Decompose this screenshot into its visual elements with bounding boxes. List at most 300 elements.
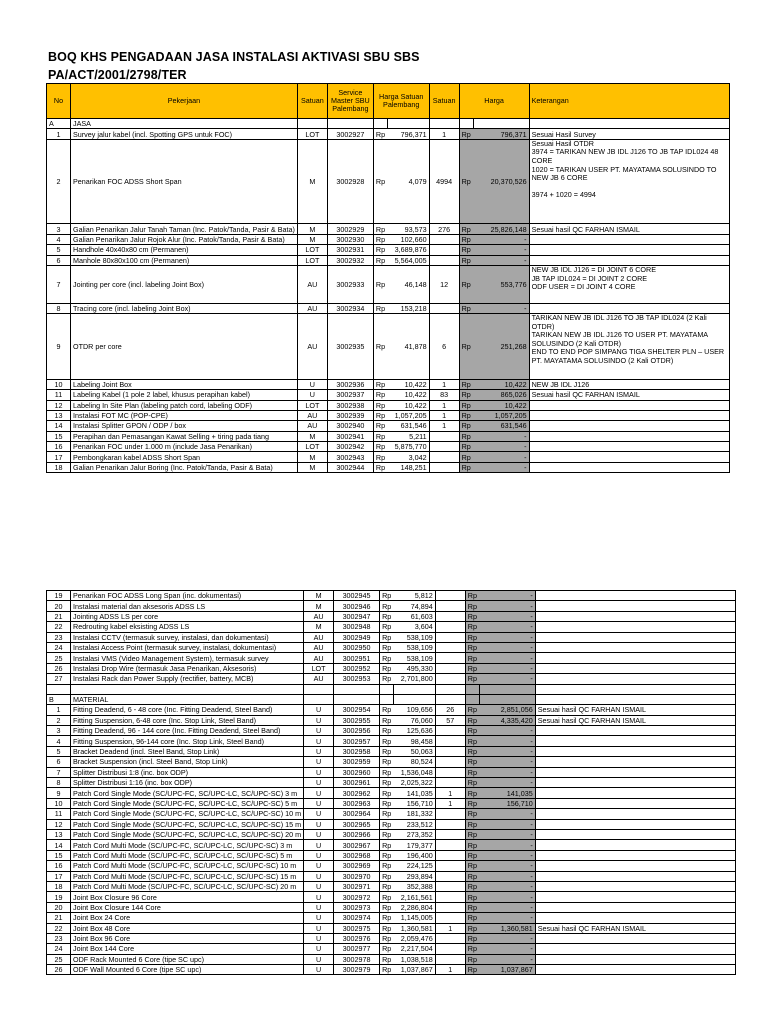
- currency-label: Rp: [373, 421, 387, 431]
- empty-cell: [435, 694, 465, 704]
- currency-label: Rp: [459, 442, 473, 452]
- currency-label: Rp: [459, 245, 473, 255]
- item-harga: 25,826,148: [473, 224, 529, 234]
- item-satuan: U: [304, 726, 334, 736]
- currency-label: Rp: [380, 632, 394, 642]
- empty-cell: [393, 694, 435, 704]
- item-no: 4: [47, 234, 71, 244]
- header-no: No: [47, 84, 71, 119]
- currency-label: Rp: [380, 715, 394, 725]
- item-harga: -: [479, 881, 535, 891]
- currency-label: Rp: [465, 632, 479, 642]
- item-qty: 1: [429, 379, 459, 389]
- currency-label: Rp: [380, 591, 394, 601]
- currency-label: Rp: [459, 265, 473, 303]
- item-no: 10: [47, 379, 71, 389]
- currency-label: Rp: [465, 871, 479, 881]
- table-row: [47, 674, 736, 684]
- table-row: [47, 452, 730, 462]
- item-keterangan: [529, 410, 729, 420]
- item-pekerjaan: Patch Cord Multi Mode (SC/UPC-FC, SC/UPC-LC, SC/UPC-SC) 10 m: [71, 861, 304, 871]
- item-harga-satuan: 233,512: [393, 819, 435, 829]
- item-no: 17: [47, 452, 71, 462]
- empty-cell: [429, 119, 459, 129]
- item-qty: [429, 452, 459, 462]
- item-harga: -: [479, 829, 535, 839]
- item-service-master: 3002962: [334, 788, 380, 798]
- currency-label: Rp: [459, 129, 473, 139]
- currency-label: Rp: [465, 829, 479, 839]
- currency-label: Rp: [380, 726, 394, 736]
- item-harga-satuan: 3,042: [387, 452, 429, 462]
- item-keterangan: Sesuai hasil QC FARHAN ISMAIL: [535, 705, 735, 715]
- table-row: [47, 798, 736, 808]
- item-qty: [435, 881, 465, 891]
- currency-label: Rp: [465, 601, 479, 611]
- empty-cell: [535, 684, 735, 694]
- item-pekerjaan: Bracket Deadend (incl. Steel Band, Stop Link): [71, 746, 304, 756]
- currency-label: Rp: [465, 653, 479, 663]
- currency-label: Rp: [465, 902, 479, 912]
- table-row: [47, 390, 730, 400]
- currency-label: Rp: [380, 954, 394, 964]
- item-pekerjaan: Instalasi Access Point (termasuk survey, instalasi, dokumentasi): [71, 642, 304, 652]
- item-pekerjaan: Bracket Suspension (incl. Steel Band, Stop Link): [71, 757, 304, 767]
- item-pekerjaan: Labeling Kabel (1 pole 2 label, khusus perapihan kabel): [71, 390, 298, 400]
- item-satuan: M: [297, 452, 327, 462]
- item-satuan: LOT: [304, 663, 334, 673]
- item-satuan: M: [297, 224, 327, 234]
- item-harga: 20,370,526: [473, 139, 529, 224]
- item-no: 2: [47, 139, 71, 224]
- item-harga-satuan: 181,332: [393, 809, 435, 819]
- item-keterangan: [535, 653, 735, 663]
- item-service-master: 3002977: [334, 944, 380, 954]
- currency-label: Rp: [465, 933, 479, 943]
- item-satuan: U: [304, 954, 334, 964]
- item-satuan: U: [304, 871, 334, 881]
- item-qty: [435, 944, 465, 954]
- item-no: 4: [47, 736, 71, 746]
- item-pekerjaan: Patch Cord Multi Mode (SC/UPC-FC, SC/UPC-LC, SC/UPC-SC) 15 m: [71, 871, 304, 881]
- table-row: [47, 757, 736, 767]
- item-harga: -: [479, 767, 535, 777]
- item-keterangan: [535, 674, 735, 684]
- item-no: 23: [47, 933, 71, 943]
- item-pekerjaan: ODF Wall Mounted 6 Core (tipe SC upc): [71, 965, 304, 975]
- header-harga: Harga: [459, 84, 529, 119]
- item-harga: -: [473, 245, 529, 255]
- item-service-master: 3002970: [334, 871, 380, 881]
- table-row: [47, 778, 736, 788]
- currency-label: Rp: [373, 410, 387, 420]
- item-no: 22: [47, 622, 71, 632]
- item-harga: -: [473, 452, 529, 462]
- currency-label: Rp: [465, 611, 479, 621]
- item-qty: [435, 726, 465, 736]
- item-harga-satuan: 3,689,876: [387, 245, 429, 255]
- item-pekerjaan: Fitting Suspension, 6-48 core (Inc. Stop Link, Steel Band): [71, 715, 304, 725]
- currency-label: Rp: [380, 871, 394, 881]
- item-service-master: 3002931: [327, 245, 373, 255]
- table-row: [47, 923, 736, 933]
- item-pekerjaan: Instalasi Rack dan Power Supply (rectifier, battery, MCB): [71, 674, 304, 684]
- currency-label: Rp: [465, 965, 479, 975]
- item-keterangan: [535, 663, 735, 673]
- item-satuan: M: [304, 591, 334, 601]
- item-harga-satuan: 2,217,504: [393, 944, 435, 954]
- item-service-master: 3002942: [327, 442, 373, 452]
- item-satuan: M: [297, 139, 327, 224]
- item-service-master: 3002933: [327, 265, 373, 303]
- item-satuan: U: [304, 902, 334, 912]
- currency-label: Rp: [373, 224, 387, 234]
- empty-cell: [479, 684, 535, 694]
- item-service-master: 3002946: [334, 601, 380, 611]
- item-pekerjaan: Splitter Distribusi 1:16 (inc. box ODP): [71, 778, 304, 788]
- item-satuan: M: [297, 234, 327, 244]
- currency-label: Rp: [465, 736, 479, 746]
- item-keterangan: Sesuai hasil QC FARHAN ISMAIL: [529, 390, 729, 400]
- item-harga-satuan: 98,458: [393, 736, 435, 746]
- table-row: [47, 611, 736, 621]
- currency-label: Rp: [459, 313, 473, 379]
- item-qty: [435, 861, 465, 871]
- item-no: 21: [47, 913, 71, 923]
- item-harga-satuan: 46,148: [387, 265, 429, 303]
- item-keterangan: [535, 778, 735, 788]
- item-satuan: U: [304, 944, 334, 954]
- item-pekerjaan: Handhole 40x40x80 cm (Permanen): [71, 245, 298, 255]
- item-no: 2: [47, 715, 71, 725]
- currency-label: Rp: [380, 892, 394, 902]
- table-row: [47, 954, 736, 964]
- item-harga: 4,335,420: [479, 715, 535, 725]
- currency-label: Rp: [465, 840, 479, 850]
- item-keterangan: [535, 861, 735, 871]
- item-qty: [435, 757, 465, 767]
- item-harga-satuan: 1,038,518: [393, 954, 435, 964]
- header-keterangan: Keterangan: [529, 84, 729, 119]
- empty-cell: [380, 694, 394, 704]
- item-harga: -: [473, 462, 529, 472]
- item-service-master: 3002968: [334, 850, 380, 860]
- section-code: B: [47, 694, 71, 704]
- item-harga-satuan: 1,057,205: [387, 410, 429, 420]
- currency-label: Rp: [465, 798, 479, 808]
- table-row: [47, 400, 730, 410]
- item-harga-satuan: 76,060: [393, 715, 435, 725]
- item-pekerjaan: Labeling In Site Plan (labeling patch cord, labeling ODF): [71, 400, 298, 410]
- item-qty: [435, 829, 465, 839]
- empty-cell: [47, 684, 71, 694]
- item-harga-satuan: 1,037,867: [393, 965, 435, 975]
- table-row: [47, 313, 730, 379]
- currency-label: Rp: [465, 591, 479, 601]
- item-keterangan: [535, 871, 735, 881]
- item-no: 24: [47, 642, 71, 652]
- item-harga-satuan: 293,894: [393, 871, 435, 881]
- table-row: [47, 245, 730, 255]
- item-harga: -: [479, 611, 535, 621]
- table-row: [47, 933, 736, 943]
- table-row: [47, 861, 736, 871]
- item-satuan: U: [304, 788, 334, 798]
- currency-label: Rp: [373, 245, 387, 255]
- item-pekerjaan: Joint Box 96 Core: [71, 933, 304, 943]
- empty-cell: [387, 119, 429, 129]
- table-row: [47, 653, 736, 663]
- item-harga: 1,360,581: [479, 923, 535, 933]
- currency-label: Rp: [380, 778, 394, 788]
- item-keterangan: [535, 881, 735, 891]
- currency-label: Rp: [459, 234, 473, 244]
- item-keterangan: [529, 303, 729, 313]
- item-harga: 553,776: [473, 265, 529, 303]
- item-harga: 141,035: [479, 788, 535, 798]
- item-satuan: AU: [297, 303, 327, 313]
- item-service-master: 3002930: [327, 234, 373, 244]
- item-no: 3: [47, 726, 71, 736]
- item-keterangan: [535, 611, 735, 621]
- item-no: 16: [47, 442, 71, 452]
- item-qty: 1: [435, 788, 465, 798]
- item-qty: 1: [429, 129, 459, 139]
- item-keterangan: [535, 632, 735, 642]
- item-keterangan: [535, 736, 735, 746]
- item-harga-satuan: 196,400: [393, 850, 435, 860]
- item-keterangan: [535, 902, 735, 912]
- currency-label: Rp: [465, 767, 479, 777]
- item-no: 15: [47, 850, 71, 860]
- item-no: 26: [47, 663, 71, 673]
- currency-label: Rp: [459, 452, 473, 462]
- item-pekerjaan: OTDR per core: [71, 313, 298, 379]
- table-row: [47, 892, 736, 902]
- currency-label: Rp: [459, 462, 473, 472]
- currency-label: Rp: [380, 902, 394, 912]
- currency-label: Rp: [459, 400, 473, 410]
- item-qty: 1: [429, 400, 459, 410]
- item-harga-satuan: 5,211: [387, 431, 429, 441]
- item-keterangan: NEW JB IDL J126: [529, 379, 729, 389]
- item-pekerjaan: Labeling Joint Box: [71, 379, 298, 389]
- table-row: [47, 379, 730, 389]
- item-service-master: 3002964: [334, 809, 380, 819]
- item-no: 25: [47, 954, 71, 964]
- item-keterangan: [535, 933, 735, 943]
- item-keterangan: [535, 892, 735, 902]
- item-service-master: 3002954: [334, 705, 380, 715]
- item-satuan: AU: [304, 653, 334, 663]
- item-no: 14: [47, 840, 71, 850]
- item-qty: 12: [429, 265, 459, 303]
- table-row: [47, 850, 736, 860]
- currency-label: Rp: [459, 379, 473, 389]
- item-harga: -: [479, 757, 535, 767]
- item-harga: -: [479, 674, 535, 684]
- item-satuan: AU: [304, 632, 334, 642]
- currency-label: Rp: [380, 736, 394, 746]
- item-no: 7: [47, 265, 71, 303]
- item-harga-satuan: 153,218: [387, 303, 429, 313]
- currency-label: Rp: [465, 819, 479, 829]
- item-keterangan: [535, 965, 735, 975]
- currency-label: Rp: [380, 757, 394, 767]
- currency-label: Rp: [465, 757, 479, 767]
- currency-label: Rp: [465, 674, 479, 684]
- currency-label: Rp: [373, 265, 387, 303]
- item-keterangan: Sesuai hasil QC FARHAN ISMAIL: [535, 715, 735, 725]
- currency-label: Rp: [465, 913, 479, 923]
- empty-cell: [373, 119, 387, 129]
- currency-label: Rp: [380, 850, 394, 860]
- item-keterangan: [535, 601, 735, 611]
- currency-label: Rp: [465, 778, 479, 788]
- item-harga-satuan: 125,636: [393, 726, 435, 736]
- item-harga: -: [473, 431, 529, 441]
- item-qty: 1: [435, 798, 465, 808]
- table-row: [47, 840, 736, 850]
- item-harga-satuan: 538,109: [393, 653, 435, 663]
- currency-label: Rp: [380, 819, 394, 829]
- item-qty: [429, 303, 459, 313]
- item-no: 15: [47, 431, 71, 441]
- currency-label: Rp: [373, 379, 387, 389]
- item-qty: 6: [429, 313, 459, 379]
- item-qty: [435, 642, 465, 652]
- document-code: PA/ACT/2001/2798/TER: [48, 68, 187, 82]
- item-keterangan: [535, 767, 735, 777]
- item-harga-satuan: 50,063: [393, 746, 435, 756]
- item-keterangan: [535, 591, 735, 601]
- empty-cell: [529, 119, 729, 129]
- item-pekerjaan: Fitting Deadend, 96 - 144 core (Inc. Fitting Deadend, Steel Band): [71, 726, 304, 736]
- currency-label: Rp: [465, 881, 479, 891]
- item-service-master: 3002938: [327, 400, 373, 410]
- item-satuan: LOT: [297, 255, 327, 265]
- item-keterangan: Sesuai Hasil Survey: [529, 129, 729, 139]
- item-harga: 1,057,205: [473, 410, 529, 420]
- item-qty: [429, 255, 459, 265]
- item-pekerjaan: Joint Box 24 Core: [71, 913, 304, 923]
- item-no: 20: [47, 601, 71, 611]
- table-row: [47, 632, 736, 642]
- section-label: MATERIAL: [71, 694, 304, 704]
- item-harga: -: [473, 303, 529, 313]
- item-qty: [435, 611, 465, 621]
- currency-label: Rp: [380, 913, 394, 923]
- item-no: 17: [47, 871, 71, 881]
- item-satuan: U: [304, 861, 334, 871]
- currency-label: Rp: [380, 663, 394, 673]
- item-pekerjaan: Patch Cord Multi Mode (SC/UPC-FC, SC/UPC-LC, SC/UPC-SC) 3 m: [71, 840, 304, 850]
- item-harga-satuan: 179,377: [393, 840, 435, 850]
- item-qty: [435, 913, 465, 923]
- item-harga: -: [479, 850, 535, 860]
- empty-cell: [465, 684, 479, 694]
- currency-label: Rp: [465, 663, 479, 673]
- item-service-master: 3002976: [334, 933, 380, 943]
- item-service-master: 3002937: [327, 390, 373, 400]
- item-keterangan: [535, 954, 735, 964]
- item-service-master: 3002947: [334, 611, 380, 621]
- item-harga-satuan: 41,878: [387, 313, 429, 379]
- empty-cell: [535, 694, 735, 704]
- item-qty: [429, 234, 459, 244]
- item-qty: [435, 591, 465, 601]
- item-keterangan: [535, 622, 735, 632]
- item-no: 10: [47, 798, 71, 808]
- item-service-master: 3002928: [327, 139, 373, 224]
- table-row: [47, 601, 736, 611]
- item-service-master: 3002927: [327, 129, 373, 139]
- header-service-master: Service Master SBU Palembang: [327, 84, 373, 119]
- item-qty: 83: [429, 390, 459, 400]
- item-pekerjaan: Penarikan FOC ADSS Long Span (inc. dokumentasi): [71, 591, 304, 601]
- table-row: [47, 622, 736, 632]
- item-no: 3: [47, 224, 71, 234]
- table-row: [47, 462, 730, 472]
- item-pekerjaan: Joint Box Closure 96 Core: [71, 892, 304, 902]
- item-satuan: AU: [304, 611, 334, 621]
- item-qty: [435, 663, 465, 673]
- item-qty: [435, 809, 465, 819]
- table-row: [47, 944, 736, 954]
- item-no: 19: [47, 892, 71, 902]
- boq-table-top: [46, 83, 730, 473]
- item-harga: -: [479, 840, 535, 850]
- item-keterangan: [535, 642, 735, 652]
- item-harga-satuan: 102,660: [387, 234, 429, 244]
- item-harga: 2,851,056: [479, 705, 535, 715]
- item-satuan: M: [297, 431, 327, 441]
- currency-label: Rp: [373, 303, 387, 313]
- table-header-row: [47, 84, 730, 119]
- currency-label: Rp: [465, 726, 479, 736]
- empty-cell: [380, 684, 394, 694]
- item-harga: -: [479, 663, 535, 673]
- currency-label: Rp: [373, 255, 387, 265]
- item-keterangan: [529, 234, 729, 244]
- item-qty: [435, 850, 465, 860]
- currency-label: Rp: [380, 622, 394, 632]
- item-keterangan: [535, 819, 735, 829]
- item-service-master: 3002975: [334, 923, 380, 933]
- item-harga-satuan: 495,330: [393, 663, 435, 673]
- item-pekerjaan: Instalasi material dan aksesoris ADSS LS: [71, 601, 304, 611]
- item-qty: [435, 674, 465, 684]
- empty-cell: [459, 119, 473, 129]
- empty-cell: [473, 119, 529, 129]
- header-satuan-qty: Satuan: [429, 84, 459, 119]
- table-row: [47, 139, 730, 224]
- item-harga-satuan: 10,422: [387, 390, 429, 400]
- item-harga-satuan: 93,573: [387, 224, 429, 234]
- item-service-master: 3002965: [334, 819, 380, 829]
- item-harga: -: [479, 653, 535, 663]
- table-row: [47, 965, 736, 975]
- item-satuan: U: [304, 881, 334, 891]
- item-pekerjaan: Fitting Deadend, 6 - 48 core (Inc. Fitting Deadend, Steel Band): [71, 705, 304, 715]
- item-no: 18: [47, 462, 71, 472]
- table-row: [47, 224, 730, 234]
- header-satuan: Satuan: [297, 84, 327, 119]
- item-service-master: 3002959: [334, 757, 380, 767]
- item-harga-satuan: 352,388: [393, 881, 435, 891]
- currency-label: Rp: [465, 705, 479, 715]
- item-satuan: AU: [304, 674, 334, 684]
